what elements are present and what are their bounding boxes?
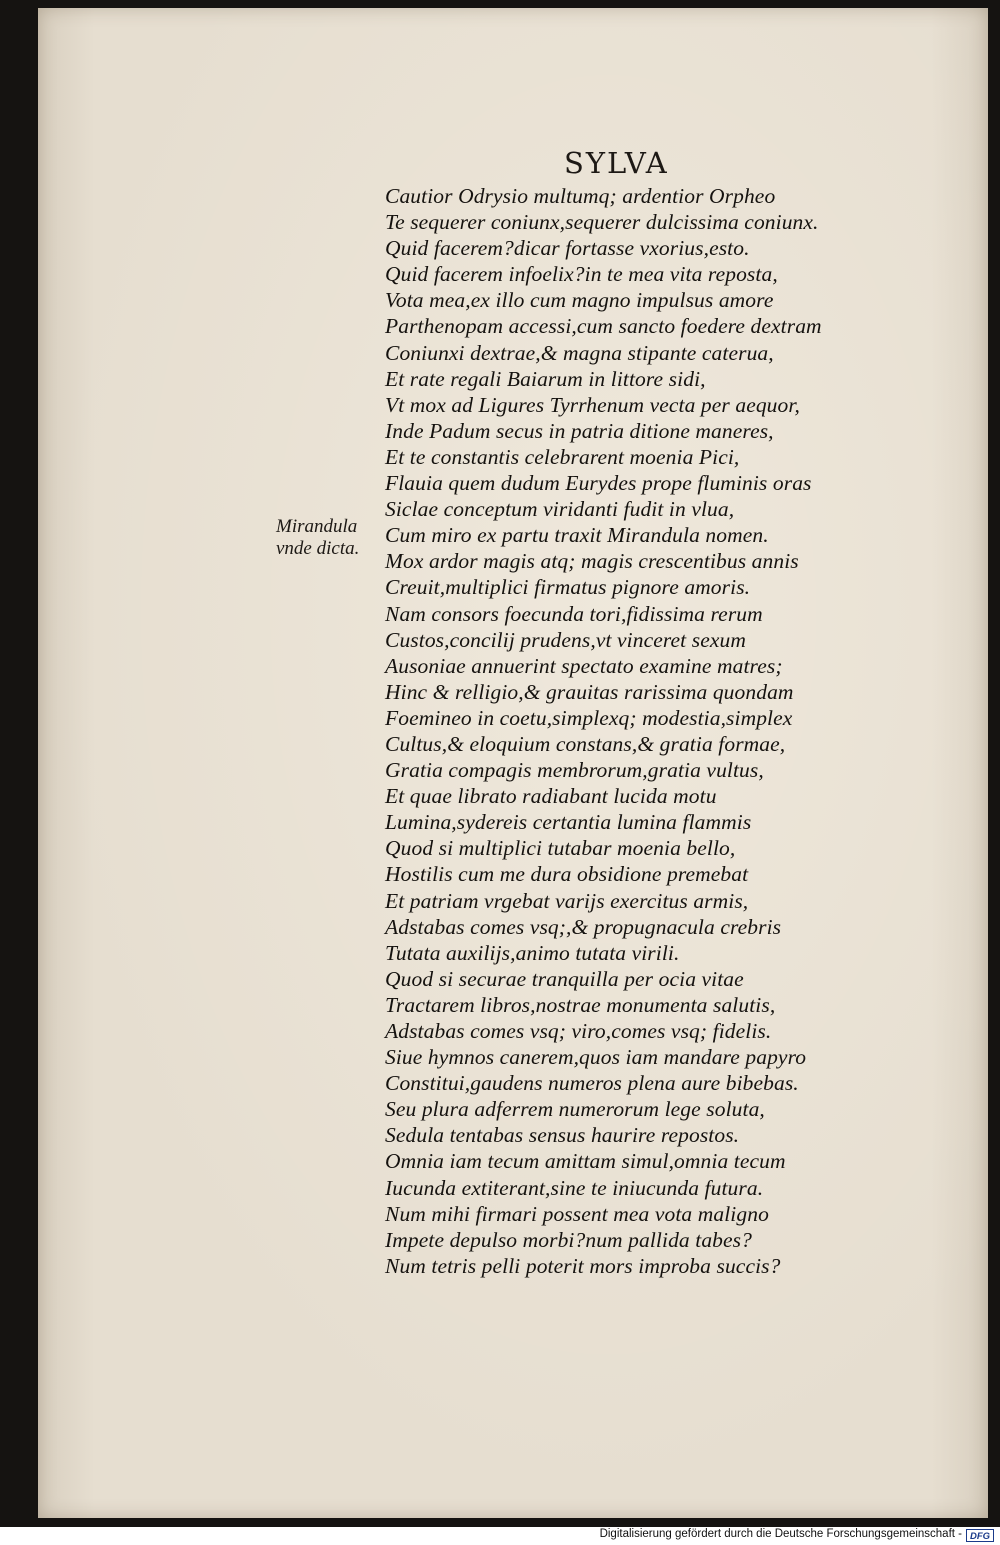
marginal-note-line: Mirandula xyxy=(276,516,358,537)
verse-block xyxy=(385,183,822,1279)
verse-line: Quod si securae tranquilla per ocia vitae xyxy=(385,966,744,991)
verse-line: Hostilis cum me dura obsidione premebat xyxy=(385,862,749,887)
verse-line: Cultus,& eloquium constans,& gratia formae, xyxy=(385,731,786,756)
verse-line: Tractarem libros,nostrae monumenta salutis, xyxy=(385,992,776,1017)
marginal-note xyxy=(276,516,359,560)
verse-line: Seu plura adferrem numerorum lege soluta, xyxy=(385,1097,765,1122)
verse-line: Parthenopam accessi,cum sancto foedere dextram xyxy=(385,314,822,339)
verse-line: Lumina,sydereis certantia lumina flammis xyxy=(385,810,752,835)
verse-line: Et te constantis celebrarent moenia Pici, xyxy=(385,444,740,469)
verse-line: Ausoniae annuerint spectato examine matres; xyxy=(385,653,783,678)
verse-line: Adstabas comes vsq;,& propugnacula crebris xyxy=(385,914,782,939)
verse-line: Et rate regali Baiarum in littore sidi, xyxy=(385,366,706,391)
book-page xyxy=(38,8,988,1518)
verse-line: Et patriam vrgebat varijs exercitus armis, xyxy=(385,888,749,913)
verse-line: Quid facerem infoelix?in te mea vita reposta, xyxy=(385,262,778,287)
verse-line: Nam consors foecunda tori,fidissima rerum xyxy=(385,601,763,626)
verse-line: Et quae librato radiabant lucida motu xyxy=(385,784,717,809)
verse-line: Omnia iam tecum amittam simul,omnia tecum xyxy=(385,1149,786,1174)
verse-line: Quid facerem?dicar fortasse vxorius,esto. xyxy=(385,236,750,261)
verse-line: Coniunxi dextrae,& magna stipante caterua, xyxy=(385,340,774,365)
verse-line: Inde Padum secus in patria ditione maneres, xyxy=(385,418,774,443)
verse-line: Cautior Odrysio multumq; ardentior Orpheo xyxy=(385,184,776,208)
marginal-note-line: vnde dicta. xyxy=(276,538,360,559)
verse-line: Hinc & relligio,& grauitas rarissima quondam xyxy=(385,679,794,704)
verse-line: Tutata auxilijs,animo tutata virili. xyxy=(385,940,680,965)
verse-line: Cum miro ex partu traxit Mirandula nomen. xyxy=(385,523,769,548)
verse-line: Custos,concilij prudens,vt vinceret sexum xyxy=(385,627,746,652)
verse-line: Vt mox ad Ligures Tyrrhenum vecta per aequor, xyxy=(385,392,800,417)
verse-line: Vota mea,ex illo cum magno impulsus amore xyxy=(385,288,774,313)
verse-line: Foemineo in coetu,simplexq; modestia,simplex xyxy=(385,705,793,730)
verse-line: Adstabas comes vsq; viro,comes vsq; fidelis. xyxy=(385,1019,772,1043)
verse-line: Num tetris pelli poterit mors improba succis? xyxy=(385,1253,781,1278)
verse-line: Num mihi firmari possent mea vota maligno xyxy=(385,1201,769,1226)
verse-line: Mox ardor magis atq; magis crescentibus annis xyxy=(385,549,799,574)
verse-line: Siue hymnos canerem,quos iam mandare papyro xyxy=(385,1045,807,1070)
verse-line: Creuit,multiplici firmatus pignore amoris. xyxy=(385,575,751,600)
verse-line: Sedula tentabas sensus haurire repostos. xyxy=(385,1123,740,1148)
verse-line: Gratia compagis membrorum,gratia vultus, xyxy=(385,758,764,783)
funding-credit: Digitalisierung gefördert durch die Deutsche Forschungsgemeinschaft - xyxy=(599,1528,962,1540)
verse-line: Impete depulso morbi?num pallida tabes? xyxy=(385,1227,752,1252)
running-head: SYLVA xyxy=(564,146,669,180)
dfg-logo: DFG xyxy=(966,1529,994,1542)
footer-bar xyxy=(0,1527,1000,1545)
verse-line: Flauia quem dudum Eurydes prope fluminis oras xyxy=(385,471,812,496)
verse-line: Te sequerer coniunx,sequerer dulcissima coniunx. xyxy=(385,210,819,235)
verse-line: Iucunda extiterant,sine te iniucunda futura. xyxy=(385,1175,764,1200)
verse-line: Constitui,gaudens numeros plena aure bibebas. xyxy=(385,1071,799,1096)
verse-line: Quod si multiplici tutabar moenia bello, xyxy=(385,836,736,861)
verse-line: Siclae conceptum viridanti fudit in vlua, xyxy=(385,497,735,522)
